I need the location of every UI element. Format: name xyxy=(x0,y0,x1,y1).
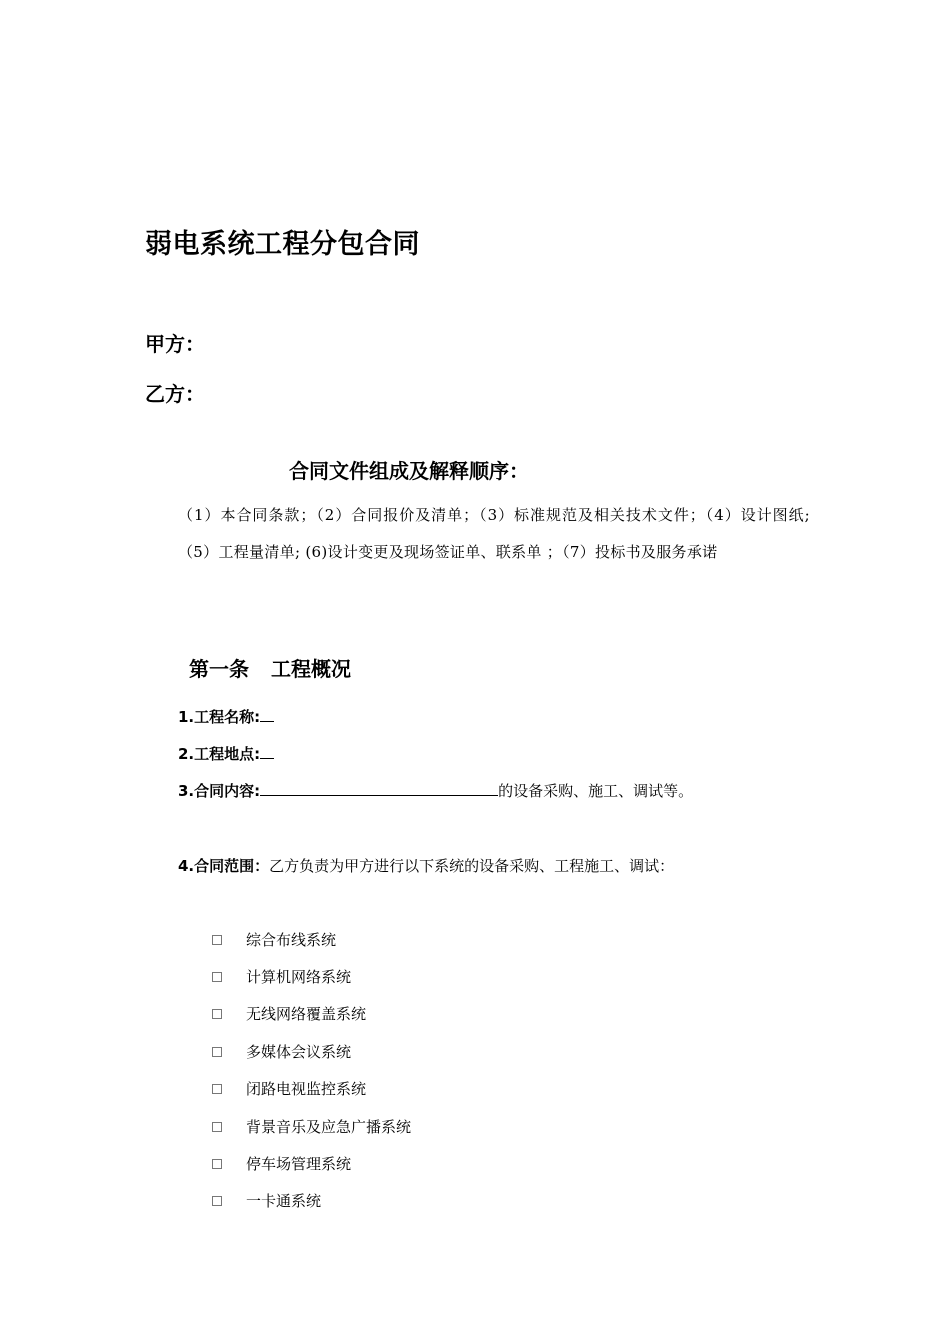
checkbox-icon xyxy=(212,1159,222,1169)
system-list-item xyxy=(212,1153,351,1174)
project-name-label: 1.工程名称: xyxy=(178,708,261,726)
system-name: 闭路电视监控系统 xyxy=(246,1080,367,1098)
system-name: 计算机网络系统 xyxy=(246,968,352,986)
document-title: 弱电系统工程分包合同 xyxy=(145,229,420,260)
article-1-heading xyxy=(189,653,351,682)
system-name: 多媒体会议系统 xyxy=(246,1043,352,1061)
system-name: 一卡通系统 xyxy=(246,1192,322,1210)
party-b-label: 乙方： xyxy=(145,382,205,406)
system-list-item xyxy=(212,966,351,987)
system-list-item xyxy=(212,1003,366,1024)
checkbox-icon xyxy=(212,1084,222,1094)
item-project-name xyxy=(178,706,274,727)
checkbox-icon xyxy=(212,1009,222,1019)
system-list-item xyxy=(212,1078,366,1099)
system-name: 背景音乐及应急广播系统 xyxy=(246,1118,412,1136)
item-project-location xyxy=(178,743,274,764)
item-contract-content xyxy=(178,780,693,801)
system-name: 综合布线系统 xyxy=(246,931,337,949)
system-list-item xyxy=(212,929,336,950)
article-number: 第一条 xyxy=(189,657,249,681)
project-location-label: 2.工程地点: xyxy=(178,745,261,763)
contract-content-blank xyxy=(260,780,498,796)
checkbox-icon xyxy=(212,1122,222,1132)
checkbox-icon xyxy=(212,1047,222,1057)
contract-scope-label: 4.合同范围： xyxy=(178,857,270,875)
system-list-item xyxy=(212,1041,351,1062)
system-list-item xyxy=(212,1116,411,1137)
contract-scope-text: 乙方负责为甲方进行以下系统的设备采购、工程施工、调试： xyxy=(269,857,675,875)
article-title: 工程概况 xyxy=(271,657,351,681)
contract-documents-paragraph: （1）本合同条款；（2）合同报价及清单；（3）标准规范及相关技术文件；（4）设计图纸;（5）工程量清单; (6)设计变更及现场签证单、联系单 ；（7）投标书及服务承诺 xyxy=(178,506,810,561)
system-name: 停车场管理系统 xyxy=(246,1155,352,1173)
item-contract-scope xyxy=(178,855,674,876)
checkbox-icon xyxy=(212,1196,222,1206)
checkbox-icon xyxy=(212,935,222,945)
checkbox-icon xyxy=(212,972,222,982)
system-list-item xyxy=(212,1190,321,1211)
project-name-blank xyxy=(260,706,274,722)
party-a-label: 甲方： xyxy=(145,332,205,356)
project-location-blank xyxy=(260,743,274,759)
contract-content-label: 3.合同内容: xyxy=(178,782,261,800)
contract-documents-heading: 合同文件组成及解释顺序： xyxy=(289,459,529,483)
system-name: 无线网络覆盖系统 xyxy=(246,1005,367,1023)
contract-content-tail: 的设备采购、施工、调试等。 xyxy=(498,782,694,800)
